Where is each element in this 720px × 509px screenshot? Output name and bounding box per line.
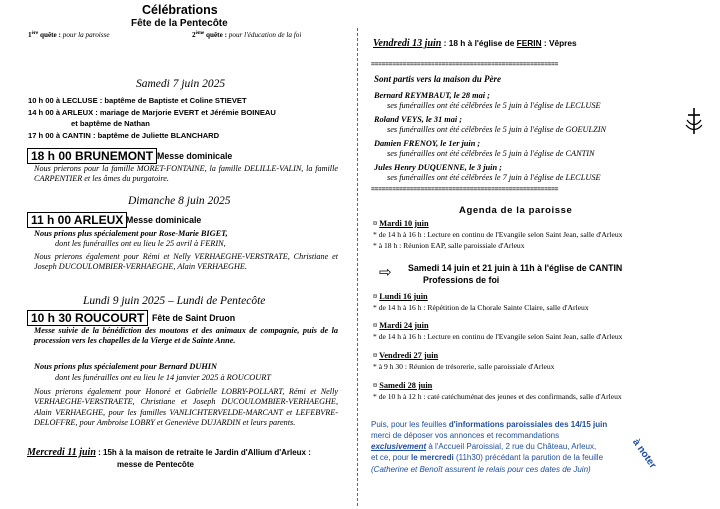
wednesday-line: Mercredi 11 juin : 15h à la maison de retraite le Jardin d'Allium d'Arleux :: [27, 447, 311, 458]
arrow-right-icon: ⇨: [379, 264, 392, 281]
sat-mass-time: 18 h 00 BRUNEMONT: [27, 148, 157, 164]
deceased-name: Damien FRENOY, le 1er juin ;: [374, 139, 481, 148]
mon-blessing: Messe suivie de la bénédiction des moutons et des animaux de compagnie, puis de la procession vers les chapelles de la Vierge et de Sainte Anne.: [34, 326, 338, 346]
deceased-name: Jules Henry DUQUENNE, le 3 juin ;: [374, 163, 502, 172]
sat-line-4: 17 h 00 à CANTIN : baptême de Juliette BLANCHARD: [28, 131, 220, 140]
sat-line-1: 10 h 00 à LECLUSE : baptême de Baptiste et Coline STIEVET: [28, 96, 247, 105]
notice-line-1: Puis, pour les feuilles d'informations paroissiales des 14/15 juin: [371, 420, 608, 429]
agenda-item: * de 14 h à 16 h : Lecture en continu de l'Evangile selon Saint Jean, salle d'Arleux: [373, 230, 623, 239]
column-divider: [357, 28, 358, 506]
deceased-name: Bernard REYMBAUT, le 28 mai ;: [374, 91, 490, 100]
friday-line: Vendredi 13 juin : 18 h à l'église de FERIN : Vêpres: [373, 38, 577, 49]
mon-prayer-2a: Nous prions plus spécialement pour Bernard DUHIN: [34, 362, 218, 371]
sunday-heading: Dimanche 8 juin 2025: [128, 195, 231, 207]
sun-prayer-2: Nous prierons également pour Rémi et Nelly VERHAEGHE-VERSTRATE, Christiane et Joseph DUCOULOMBIER-VERHAEGHE, Alain VERHAEGHE.: [34, 252, 338, 272]
deceased-name: Roland VEYS, le 31 mai ;: [374, 115, 463, 124]
agenda-day: ¤ Mardi 10 juin: [373, 219, 429, 228]
agenda-item: * de 14 h à 16 h : Répétition de la Chorale Sainte Claire, salle d'Arleux: [373, 303, 589, 312]
agenda-item: * à 9 h 30 : Réunion de trésorerie, salle paroissiale d'Arleux: [373, 362, 555, 371]
notice-line-4: et ce, pour le mercredi (11h30) précédant la parution de la feuille: [371, 453, 604, 462]
quete-1: 1ère quête : pour la paroisse: [28, 31, 110, 39]
sat-line-2: 14 h 00 à ARLEUX : mariage de Marjorie EVERT et Jérémie BOINEAU: [28, 108, 276, 117]
agenda-day: ¤ Lundi 16 juin: [373, 292, 428, 301]
saturday-heading: Samedi 7 juin 2025: [136, 78, 226, 90]
mon-mass-label: Fête de Saint Druon: [152, 313, 236, 323]
sun-prayer-1b: dont les funérailles ont eu lieu le 25 avril à FERIN,: [55, 239, 226, 248]
sat-mass-label: Messe dominicale: [157, 151, 233, 161]
agenda-day: ¤ Samedi 28 juin: [373, 381, 433, 390]
notice-line-2: merci de déposer vos annonces et recommandations: [371, 431, 560, 440]
deceased-funeral: ses funérailles ont été célébrées le 5 juin à l'église de LECLUSE: [387, 101, 601, 110]
quete-2: 2ème quête : pour l'éducation de la foi: [192, 31, 302, 39]
notice-line-5: (Catherine et Benoît assurent le relais pour ces dates de Juin): [371, 465, 591, 474]
deceased-funeral: ses funérailles ont été célébrées le 7 juin à l'église de LECLUSE: [387, 173, 601, 182]
cross-icon: [681, 106, 707, 136]
profession-line-1: Samedi 14 juin et 21 juin à 11h à l'église de CANTIN: [408, 263, 623, 273]
separator-1: =====================================================: [371, 61, 559, 68]
mon-prayer-2b: dont les funérailles ont eu lieu le 14 janvier 2025 à ROUCOURT: [55, 373, 271, 382]
sat-prayer: Nous prierons pour la famille MORET-FONTAINE, la famille DELILLE-VALIN, la famille CARPENTIER et les âmes du purgatoire.: [34, 164, 338, 184]
a-noter-stamp: à noter: [629, 437, 659, 471]
agenda-day: ¤ Vendredi 27 juin: [373, 351, 439, 360]
deceased-funeral: ses funérailles ont été célébrées le 5 juin à l'église de GOEULZIN: [387, 125, 607, 134]
deceased-title: Sont partis vers la maison du Père: [374, 74, 502, 84]
celebrations-title: Célébrations: [142, 3, 218, 17]
agenda-item: * à 18 h : Réunion EAP, salle paroissiale d'Arleux: [373, 241, 525, 250]
agenda-day: ¤ Mardi 24 juin: [373, 321, 429, 330]
notice-line-3: exclusivement à l'Accueil Paroissial, 2 rue du Château, Arleux,: [371, 442, 597, 451]
sat-line-3: et baptême de Nathan: [71, 119, 150, 128]
sun-mass-label: Messe dominicale: [126, 215, 202, 225]
agenda-title: Agenda de la paroisse: [459, 205, 573, 216]
separator-2: =====================================================: [371, 186, 559, 193]
agenda-item: * de 14 h à 16 h : Lecture en continu de l'Evangile selon Saint Jean, salle d'Arleux: [373, 332, 623, 341]
agenda-item: * de 10 h à 12 h : caté catéchuménat des jeunes et des confirmands, salle d'Arleux: [373, 392, 622, 401]
feast-subtitle: Fête de la Pentecôte: [131, 18, 228, 29]
mon-mass-time: 10 h 30 ROUCOURT: [27, 310, 148, 326]
wednesday-line-2: messe de Pentecôte: [117, 460, 194, 469]
monday-heading: Lundi 9 juin 2025 – Lundi de Pentecôte: [83, 295, 266, 307]
mon-prayer-3: Nous prierons également pour Honoré et Gabrielle LOBRY-POLLART, Rémi et Nelly VERHAEGHE-VERSTRAETE, Christiane et Joseph DUCOULOMBIER-VERHAEGHE, Alain VERHAEGHE, pour les familles VANLICHTERVELDE-MARCANT et LEFEBVRE-DELOFFRE, pour Ambroise LOBRY et Geneviève DUJARDIN et leurs parents.: [34, 387, 338, 427]
sun-prayer-1a: Nous prions plus spécialement pour Rose-Marie BIGET,: [34, 229, 228, 238]
sun-mass-time: 11 h 00 ARLEUX: [27, 212, 127, 228]
deceased-funeral: ses funérailles ont été célébrées le 5 juin à l'église de CANTIN: [387, 149, 595, 158]
profession-line-2: Professions de foi: [423, 275, 500, 285]
